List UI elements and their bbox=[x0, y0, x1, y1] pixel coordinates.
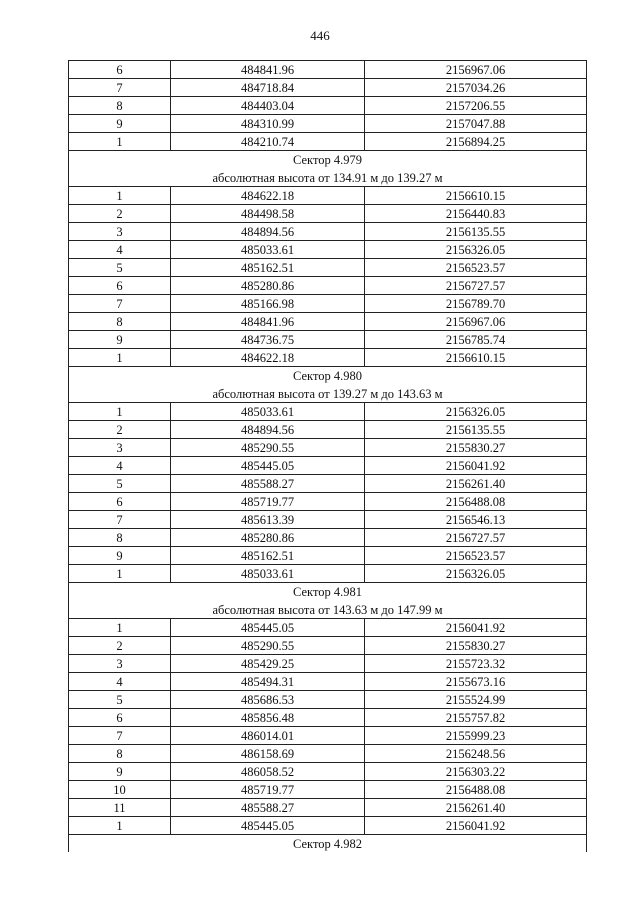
coord-x: 486158.69 bbox=[171, 745, 365, 763]
point-number: 1 bbox=[69, 403, 171, 421]
coord-x: 485033.61 bbox=[171, 241, 365, 259]
coord-x: 485613.39 bbox=[171, 511, 365, 529]
coord-x: 485429.25 bbox=[171, 655, 365, 673]
coord-y: 2156523.57 bbox=[365, 259, 587, 277]
point-number: 6 bbox=[69, 493, 171, 511]
point-number: 8 bbox=[69, 529, 171, 547]
table-row bbox=[69, 403, 587, 421]
table-body bbox=[69, 61, 587, 853]
sector-altitude-row bbox=[69, 385, 587, 403]
coord-y: 2156248.56 bbox=[365, 745, 587, 763]
sector-title: Сектор 4.982 bbox=[69, 835, 587, 853]
table-row bbox=[69, 61, 587, 79]
table-row bbox=[69, 673, 587, 691]
coord-x: 485033.61 bbox=[171, 403, 365, 421]
coord-y: 2156789.70 bbox=[365, 295, 587, 313]
sector-altitude-row bbox=[69, 601, 587, 619]
sector-altitude: абсолютная высота от 134.91 м до 139.27 м bbox=[69, 169, 587, 187]
table-row bbox=[69, 223, 587, 241]
table-row bbox=[69, 511, 587, 529]
point-number: 7 bbox=[69, 79, 171, 97]
coord-x: 485166.98 bbox=[171, 295, 365, 313]
coord-y: 2156546.13 bbox=[365, 511, 587, 529]
point-number: 3 bbox=[69, 439, 171, 457]
point-number: 1 bbox=[69, 565, 171, 583]
coord-y: 2156135.55 bbox=[365, 421, 587, 439]
sector-title-row bbox=[69, 151, 587, 170]
coord-x: 484498.58 bbox=[171, 205, 365, 223]
point-number: 3 bbox=[69, 223, 171, 241]
coord-y: 2156326.05 bbox=[365, 403, 587, 421]
coord-x: 484894.56 bbox=[171, 223, 365, 241]
table-row bbox=[69, 619, 587, 637]
coord-x: 484622.18 bbox=[171, 349, 365, 367]
coord-y: 2155999.23 bbox=[365, 727, 587, 745]
point-number: 9 bbox=[69, 763, 171, 781]
coord-y: 2156894.25 bbox=[365, 133, 587, 151]
coord-x: 485280.86 bbox=[171, 529, 365, 547]
coord-x: 486014.01 bbox=[171, 727, 365, 745]
table-row bbox=[69, 709, 587, 727]
coord-y: 2155524.99 bbox=[365, 691, 587, 709]
point-number: 7 bbox=[69, 511, 171, 529]
sector-title-row bbox=[69, 835, 587, 853]
coord-x: 484210.74 bbox=[171, 133, 365, 151]
coord-x: 485162.51 bbox=[171, 259, 365, 277]
coord-x: 485445.05 bbox=[171, 817, 365, 835]
coord-x: 484718.84 bbox=[171, 79, 365, 97]
coord-x: 485588.27 bbox=[171, 475, 365, 493]
coord-y: 2157206.55 bbox=[365, 97, 587, 115]
point-number: 2 bbox=[69, 637, 171, 655]
coord-y: 2155830.27 bbox=[365, 439, 587, 457]
table-row bbox=[69, 637, 587, 655]
coord-y: 2156967.06 bbox=[365, 313, 587, 331]
table-row bbox=[69, 727, 587, 745]
point-number: 5 bbox=[69, 259, 171, 277]
table-row bbox=[69, 493, 587, 511]
coord-y: 2156785.74 bbox=[365, 331, 587, 349]
coord-x: 484403.04 bbox=[171, 97, 365, 115]
coord-y: 2156727.57 bbox=[365, 529, 587, 547]
point-number: 1 bbox=[69, 133, 171, 151]
sector-title: Сектор 4.979 bbox=[69, 151, 587, 170]
coord-y: 2156041.92 bbox=[365, 457, 587, 475]
table-row bbox=[69, 97, 587, 115]
table-row bbox=[69, 439, 587, 457]
point-number: 4 bbox=[69, 457, 171, 475]
table-row bbox=[69, 115, 587, 133]
point-number: 9 bbox=[69, 547, 171, 565]
coord-y: 2156041.92 bbox=[365, 817, 587, 835]
table-row bbox=[69, 457, 587, 475]
coord-y: 2156523.57 bbox=[365, 547, 587, 565]
table-row bbox=[69, 763, 587, 781]
coord-y: 2156610.15 bbox=[365, 187, 587, 205]
coord-y: 2156303.22 bbox=[365, 763, 587, 781]
table-row bbox=[69, 745, 587, 763]
coord-x: 484736.75 bbox=[171, 331, 365, 349]
coord-y: 2156041.92 bbox=[365, 619, 587, 637]
coord-x: 485280.86 bbox=[171, 277, 365, 295]
table-row bbox=[69, 655, 587, 673]
sector-title: Сектор 4.981 bbox=[69, 583, 587, 602]
coord-x: 485290.55 bbox=[171, 439, 365, 457]
table-row bbox=[69, 817, 587, 835]
point-number: 1 bbox=[69, 187, 171, 205]
coord-y: 2156261.40 bbox=[365, 475, 587, 493]
coord-x: 485856.48 bbox=[171, 709, 365, 727]
coord-y: 2156135.55 bbox=[365, 223, 587, 241]
coord-x: 484841.96 bbox=[171, 313, 365, 331]
coord-x: 484310.99 bbox=[171, 115, 365, 133]
point-number: 8 bbox=[69, 97, 171, 115]
point-number: 7 bbox=[69, 295, 171, 313]
sector-title-row bbox=[69, 367, 587, 386]
coord-x: 485719.77 bbox=[171, 781, 365, 799]
point-number: 6 bbox=[69, 709, 171, 727]
coord-y: 2157034.26 bbox=[365, 79, 587, 97]
coord-y: 2156488.08 bbox=[365, 493, 587, 511]
coord-x: 485588.27 bbox=[171, 799, 365, 817]
point-number: 5 bbox=[69, 691, 171, 709]
coord-x: 485162.51 bbox=[171, 547, 365, 565]
table-row bbox=[69, 421, 587, 439]
table-row bbox=[69, 295, 587, 313]
point-number: 4 bbox=[69, 241, 171, 259]
table-row bbox=[69, 259, 587, 277]
coord-y: 2156326.05 bbox=[365, 565, 587, 583]
coord-y: 2156727.57 bbox=[365, 277, 587, 295]
table-row bbox=[69, 565, 587, 583]
coord-y: 2156326.05 bbox=[365, 241, 587, 259]
coord-y: 2157047.88 bbox=[365, 115, 587, 133]
point-number: 9 bbox=[69, 115, 171, 133]
coord-x: 485445.05 bbox=[171, 457, 365, 475]
point-number: 5 bbox=[69, 475, 171, 493]
coord-x: 485719.77 bbox=[171, 493, 365, 511]
table-row bbox=[69, 313, 587, 331]
point-number: 1 bbox=[69, 619, 171, 637]
sector-altitude: абсолютная высота от 143.63 м до 147.99 м bbox=[69, 601, 587, 619]
point-number: 11 bbox=[69, 799, 171, 817]
table-row bbox=[69, 331, 587, 349]
coord-y: 2156610.15 bbox=[365, 349, 587, 367]
point-number: 3 bbox=[69, 655, 171, 673]
table-row bbox=[69, 133, 587, 151]
point-number: 2 bbox=[69, 421, 171, 439]
table-row bbox=[69, 799, 587, 817]
point-number: 9 bbox=[69, 331, 171, 349]
coord-x: 485445.05 bbox=[171, 619, 365, 637]
coordinates-table bbox=[68, 60, 587, 852]
table-row bbox=[69, 187, 587, 205]
table-row bbox=[69, 475, 587, 493]
table-row bbox=[69, 205, 587, 223]
point-number: 10 bbox=[69, 781, 171, 799]
table-row bbox=[69, 547, 587, 565]
sector-altitude-row bbox=[69, 169, 587, 187]
coord-y: 2156440.83 bbox=[365, 205, 587, 223]
table-row bbox=[69, 349, 587, 367]
point-number: 6 bbox=[69, 277, 171, 295]
coord-y: 2156261.40 bbox=[365, 799, 587, 817]
coord-x: 484841.96 bbox=[171, 61, 365, 79]
coord-x: 485686.53 bbox=[171, 691, 365, 709]
point-number: 8 bbox=[69, 313, 171, 331]
coord-x: 485033.61 bbox=[171, 565, 365, 583]
coord-x: 484894.56 bbox=[171, 421, 365, 439]
coord-x: 485290.55 bbox=[171, 637, 365, 655]
coord-y: 2155723.32 bbox=[365, 655, 587, 673]
coord-y: 2156967.06 bbox=[365, 61, 587, 79]
point-number: 6 bbox=[69, 61, 171, 79]
point-number: 2 bbox=[69, 205, 171, 223]
table-row bbox=[69, 79, 587, 97]
sector-title: Сектор 4.980 bbox=[69, 367, 587, 386]
table-row bbox=[69, 529, 587, 547]
table-row bbox=[69, 277, 587, 295]
coord-y: 2155830.27 bbox=[365, 637, 587, 655]
coord-y: 2155673.16 bbox=[365, 673, 587, 691]
page-number: 446 bbox=[310, 28, 330, 43]
table-row bbox=[69, 691, 587, 709]
sector-title-row bbox=[69, 583, 587, 602]
coord-y: 2156488.08 bbox=[365, 781, 587, 799]
coord-y: 2155757.82 bbox=[365, 709, 587, 727]
coord-x: 486058.52 bbox=[171, 763, 365, 781]
coord-x: 485494.31 bbox=[171, 673, 365, 691]
coord-x: 484622.18 bbox=[171, 187, 365, 205]
table-row bbox=[69, 241, 587, 259]
point-number: 7 bbox=[69, 727, 171, 745]
point-number: 1 bbox=[69, 817, 171, 835]
point-number: 4 bbox=[69, 673, 171, 691]
table-row bbox=[69, 781, 587, 799]
point-number: 1 bbox=[69, 349, 171, 367]
sector-altitude: абсолютная высота от 139.27 м до 143.63 м bbox=[69, 385, 587, 403]
point-number: 8 bbox=[69, 745, 171, 763]
